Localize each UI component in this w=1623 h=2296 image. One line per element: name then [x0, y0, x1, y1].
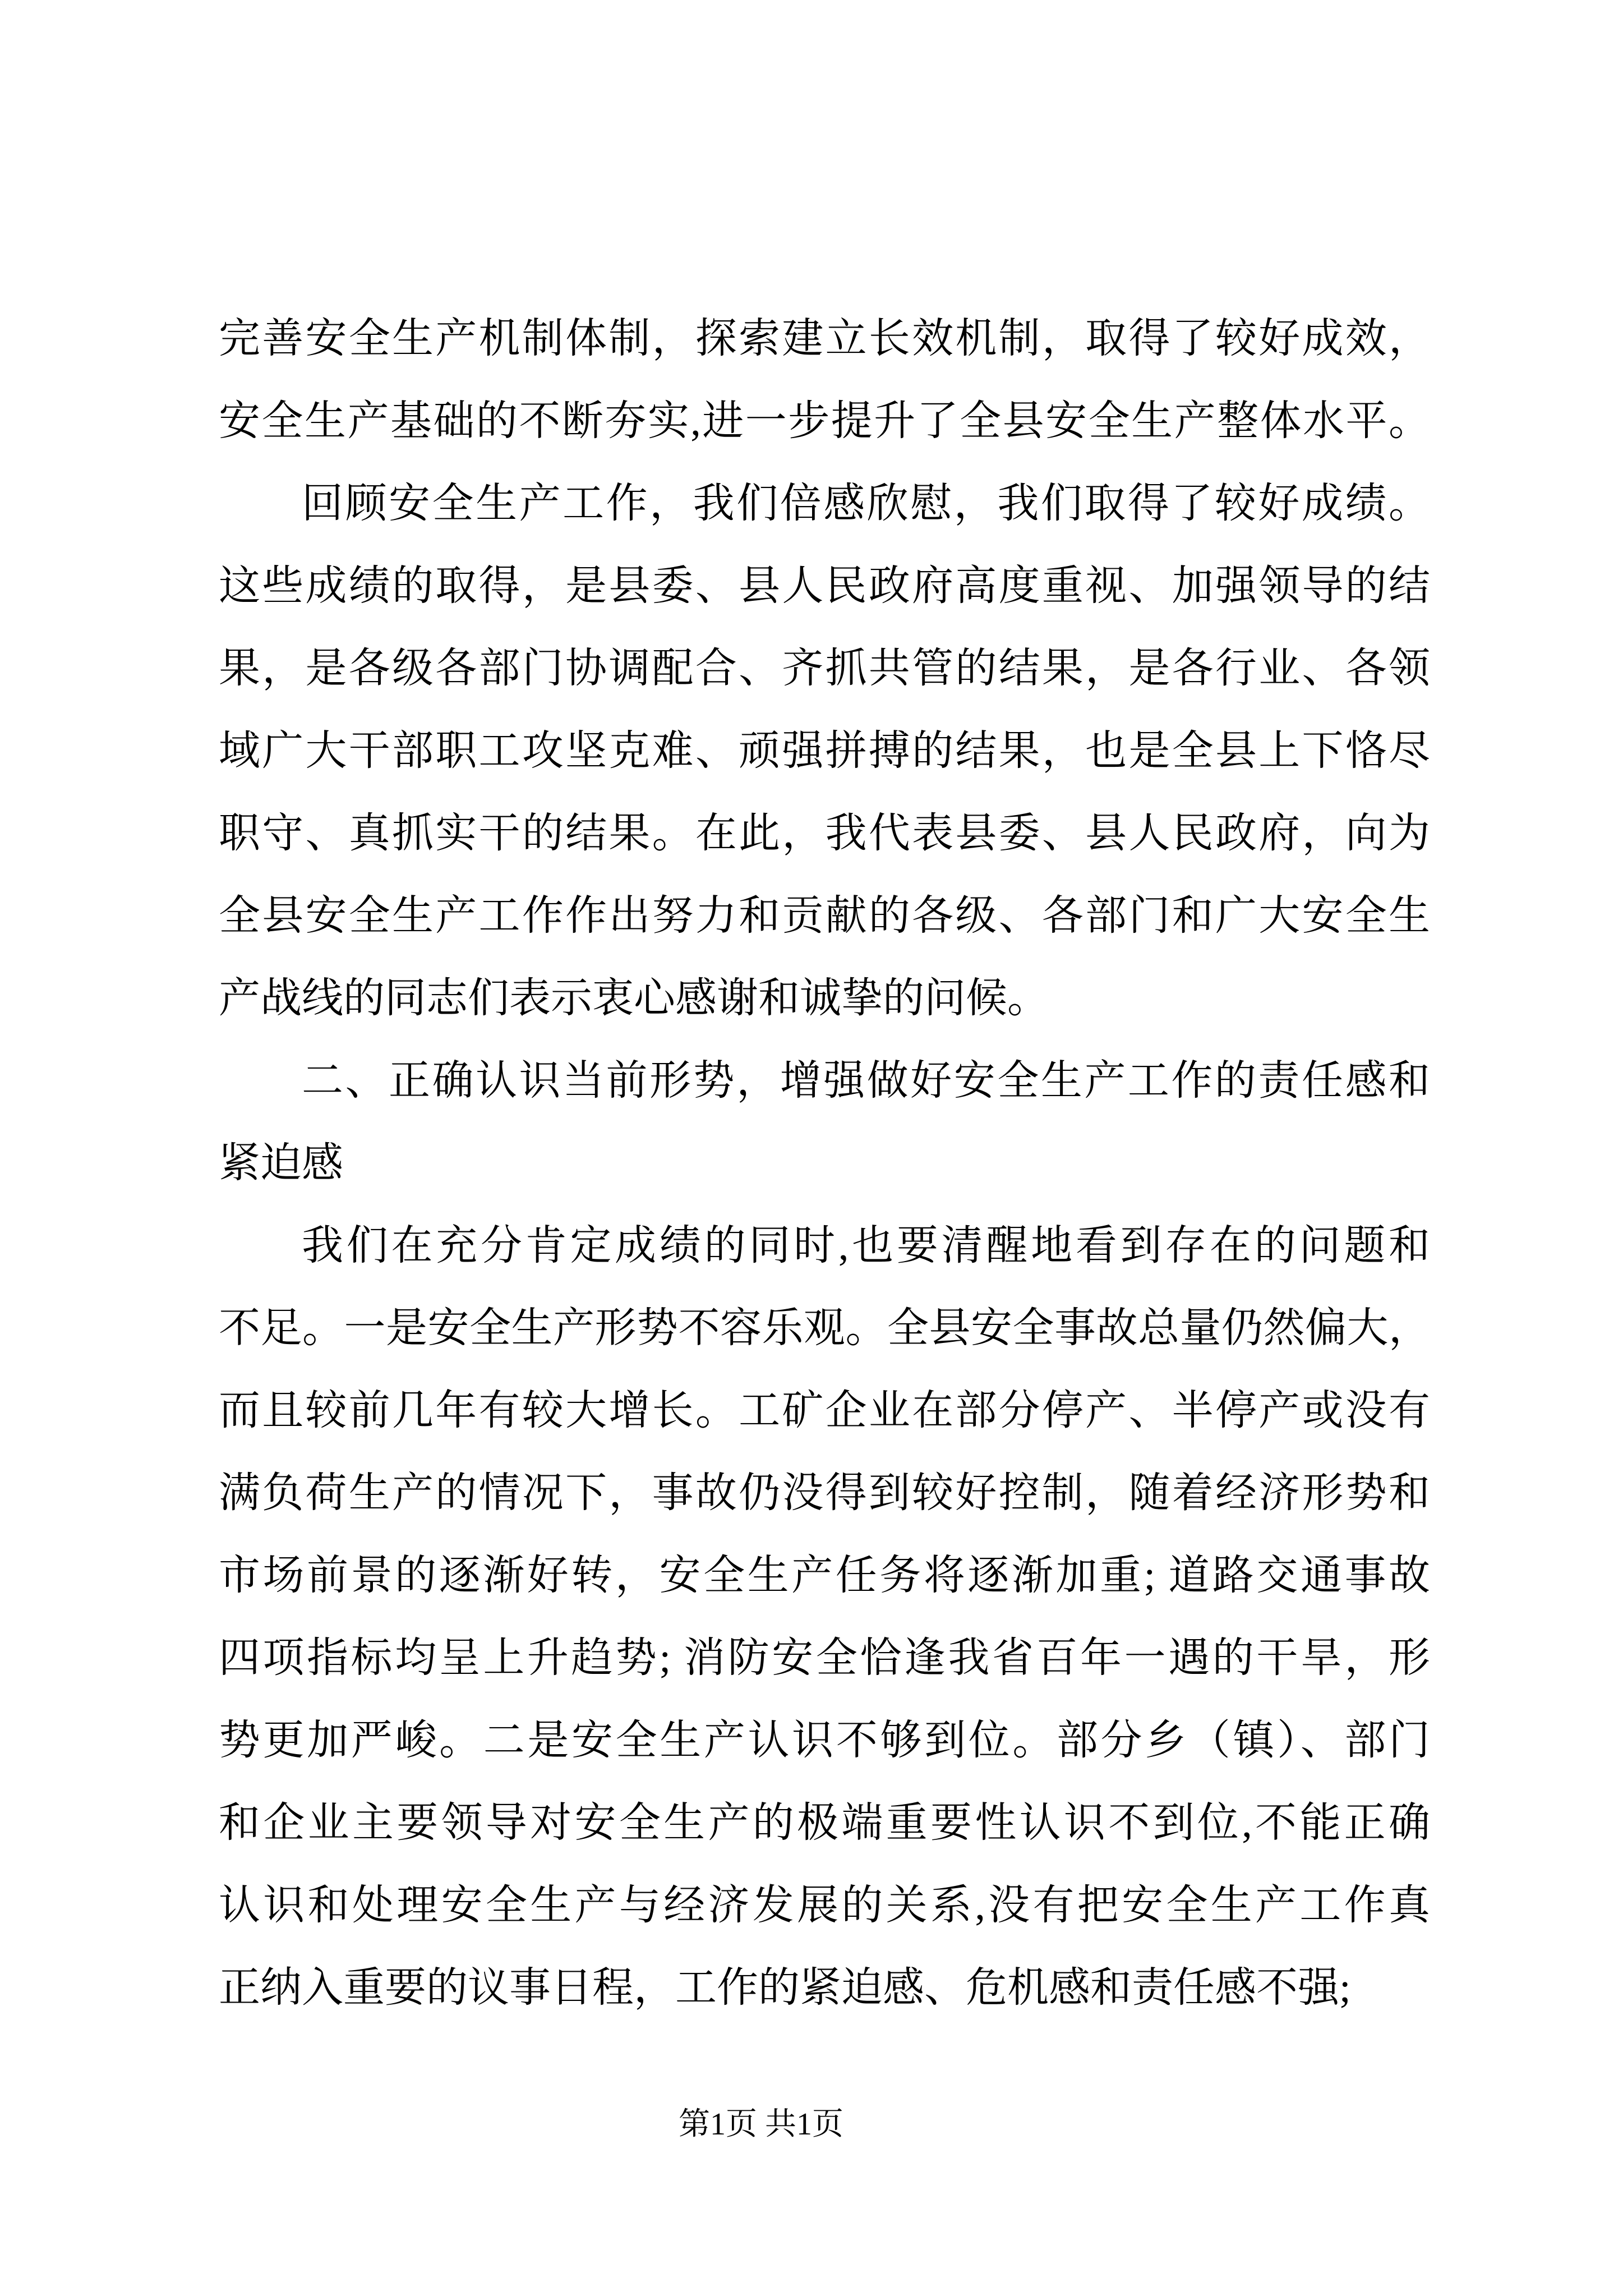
text-line: 完善安全生产机制体制，探索建立长效机制，取得了较好成效，	[219, 316, 1430, 362]
text-line: 全县安全生产工作作出努力和贡献的各级、各部门和广大安全生	[219, 893, 1430, 939]
text-line: 和企业主要领导对安全生产的极端重要性认识不到位,不能正确	[219, 1800, 1430, 1846]
document-body	[219, 298, 1430, 2030]
text-line: 市场前景的逐渐好转，安全生产任务将逐渐加重; 道路交通事故	[219, 1553, 1430, 1599]
text-line: 正纳入重要的议事日程，工作的紧迫感、危机感和责任感不强;	[219, 1965, 1351, 2011]
text-line: 势更加严峻。二是安全生产认识不够到位。部分乡（镇）、部门	[219, 1718, 1430, 1764]
text-line: 这些成绩的取得，是县委、县人民政府高度重视、加强领导的结	[219, 563, 1430, 609]
text-line: 域广大干部职工攻坚克难、顽强拼搏的结果，也是全县上下恪尽	[219, 728, 1430, 774]
text-line: 果，是各级各部门协调配合、齐抓共管的结果，是各行业、各领	[219, 646, 1430, 692]
text-line: 不足。一是安全生产形势不容乐观。全县安全事故总量仍然偏大，	[219, 1305, 1430, 1351]
text-line: 安全生产基础的不断夯实,进一步提升了全县安全生产整体水平。	[219, 398, 1430, 444]
text-line: 二、正确认识当前形势，增强做好安全生产工作的责任感和	[302, 1058, 1430, 1104]
page-number: 第1页 共1页	[679, 2107, 843, 2142]
text-line: 职守、真抓实干的结果。在此，我代表县委、县人民政府，向为	[219, 811, 1430, 857]
text-line: 四项指标均呈上升趋势; 消防安全恰逢我省百年一遇的干旱，形	[219, 1635, 1430, 1681]
text-line: 我们在充分肯定成绩的同时,也要清醒地看到存在的问题和	[302, 1223, 1430, 1269]
text-line: 满负荷生产的情况下，事故仍没得到较好控制，随着经济形势和	[219, 1470, 1430, 1516]
text-line: 认识和处理安全生产与经济发展的关系,没有把安全生产工作真	[219, 1883, 1430, 1929]
page-footer	[0, 2101, 1623, 2148]
text-line: 回顾安全生产工作，我们倍感欣慰，我们取得了较好成绩。	[302, 481, 1430, 527]
text-line: 紧迫感	[219, 1140, 343, 1186]
text-line: 产战线的同志们表示衷心感谢和诚挚的问候。	[219, 976, 1049, 1022]
text-line: 而且较前几年有较大增长。工矿企业在部分停产、半停产或没有	[219, 1388, 1430, 1434]
